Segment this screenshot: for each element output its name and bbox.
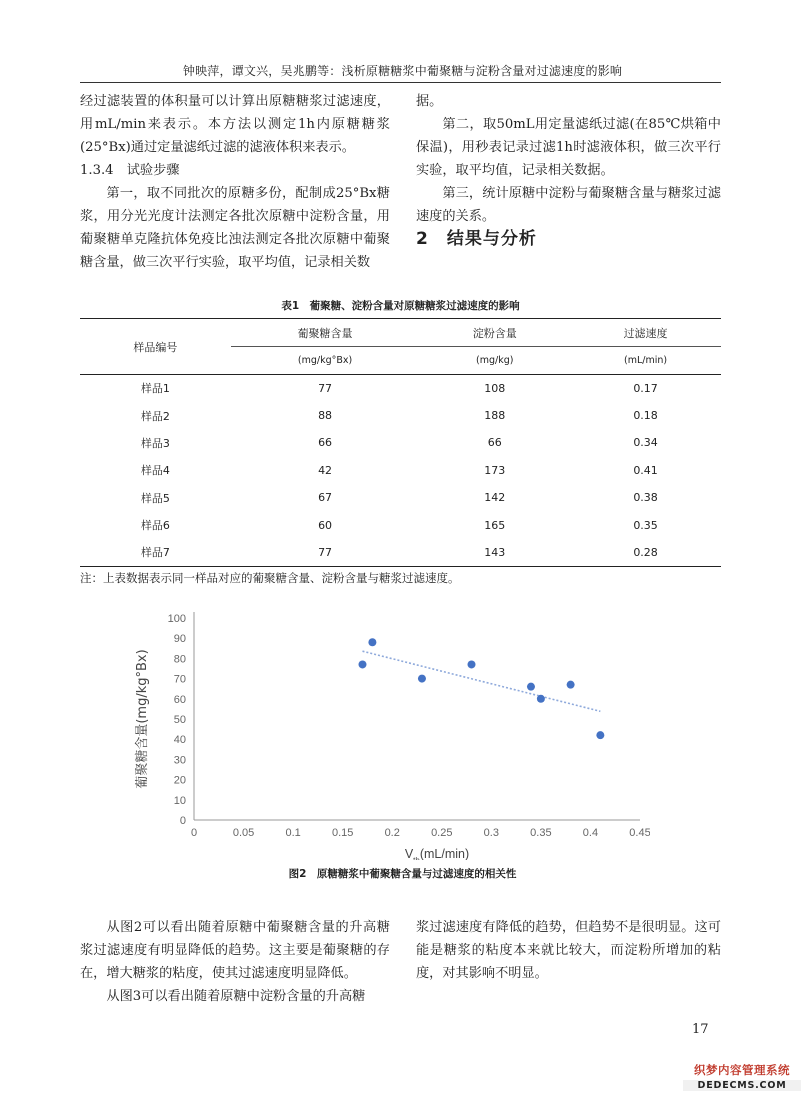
- y-tick-label: 100: [167, 613, 186, 625]
- cell-sample: 样品6: [140, 519, 170, 533]
- data-point: [468, 660, 476, 668]
- figure-caption: 图2 原糖糖浆中葡聚糖含量与过滤速度的相关性: [288, 868, 517, 880]
- cell-speed: 0.28: [570, 539, 721, 566]
- cell-dextran: 77: [231, 539, 420, 566]
- y-tick-label: 20: [173, 774, 186, 787]
- scatter-chart: [120, 592, 650, 860]
- y-tick-label: 70: [173, 673, 186, 686]
- x-tick-label: 0.45: [629, 827, 650, 839]
- data-point: [527, 683, 535, 691]
- scatter-chart-svg: [120, 592, 650, 860]
- y-tick-label: 40: [173, 734, 186, 747]
- cell-dextran: 67: [318, 491, 333, 505]
- data-point: [418, 675, 426, 683]
- cell-sample: 样品5: [140, 491, 170, 505]
- x-tick-label: 0.05: [232, 827, 255, 839]
- trendline: [362, 651, 600, 711]
- x-tick-label: 0: [190, 827, 198, 839]
- x-tick-label: 0.25: [431, 827, 453, 839]
- unit-dextran: (mg/kg°Bx): [231, 347, 420, 375]
- header-speed: 过滤速度: [570, 319, 721, 347]
- y-tick-label: 10: [173, 794, 186, 807]
- cell-dextran: 66: [318, 436, 333, 450]
- y-tick-label: 90: [173, 633, 186, 646]
- unit-speed: (mL/min): [570, 347, 721, 375]
- x-tick-label: 0.1: [285, 827, 301, 839]
- data-table: [80, 318, 721, 567]
- cell-dextran: 77: [318, 381, 333, 395]
- y-tick-label: 60: [173, 693, 186, 706]
- table-row: [80, 484, 721, 511]
- table-row: [80, 511, 721, 538]
- left-column-bottom: [80, 916, 390, 1008]
- x-tick-label: 0.35: [530, 827, 552, 839]
- table-row: [80, 429, 721, 456]
- data-point: [368, 638, 376, 646]
- running-header: 钟映萍，谭文兴，吴兆鹏等：浅析原糖糖浆中葡聚糖与淀粉含量对过滤速度的影响: [182, 64, 623, 78]
- cell-starch: 188: [484, 409, 506, 423]
- x-tick-label: 0.15: [331, 827, 354, 839]
- cell-sample: 样品3: [140, 436, 170, 450]
- y-tick-label: 80: [173, 653, 186, 666]
- table-row: [80, 539, 721, 566]
- data-point: [358, 660, 366, 668]
- cell-starch: 142: [484, 491, 506, 505]
- unit-starch: (mg/kg): [419, 347, 570, 375]
- paragraph: 第一，取不同批次的原糖多份，配制成25°Bx糖浆，用分光光度计法测定各批次原糖中淀粉含量，用葡聚糖单克隆抗体免疫比浊法测定各批次原糖中葡聚糖含量，做三次平行实验，取平均值，记录相关数: [80, 186, 390, 270]
- paragraph: 第三，统计原糖中淀粉与葡聚糖含量与糖浆过滤速度的关系。: [416, 186, 721, 224]
- cell-dextran: 42: [318, 463, 333, 477]
- cell-starch: 66: [487, 436, 502, 450]
- y-tick-label: 30: [173, 754, 186, 767]
- data-point: [537, 695, 545, 703]
- cell-speed: 0.17: [633, 381, 658, 395]
- y-axis-label: 葡聚糖含量(mg/kg°Bx): [135, 649, 150, 789]
- cell-starch: 143: [419, 539, 570, 566]
- paragraph: 据。: [416, 94, 443, 109]
- data-point: [567, 681, 575, 689]
- paragraph: 浆过滤速度有降低的趋势，但趋势不是很明显。这可能是糖浆的粘度本来就比较大，而淀粉所增加的粘度，对其影响不明显。: [416, 920, 721, 981]
- header-rule: [80, 82, 721, 83]
- header-dextran: 葡聚糖含量: [231, 319, 420, 347]
- cell-starch: 108: [484, 381, 506, 395]
- table-note: 注：上表数据表示同一样品对应的葡聚糖含量、淀粉含量与糖浆过滤速度。: [80, 571, 460, 585]
- paragraph: 从图3可以看出随着原糖中淀粉含量的升高糖: [106, 989, 366, 1004]
- cell-sample: 样品1: [140, 382, 170, 396]
- watermark-logo: [683, 1062, 801, 1096]
- cell-starch: 173: [484, 463, 506, 477]
- cell-speed: 0.38: [633, 491, 658, 505]
- y-tick-label: 0: [179, 815, 186, 827]
- right-column-bottom: [416, 916, 721, 985]
- x-tick-label: 0.4: [582, 827, 599, 839]
- cell-speed: 0.35: [633, 518, 658, 532]
- page-number: 17: [692, 1022, 709, 1037]
- cell-starch: 165: [484, 518, 506, 532]
- table-row: [80, 375, 721, 402]
- paragraph: 从图2可以看出随着原糖中葡聚糖含量的升高糖浆过滤速度有明显降低的趋势。这主要是葡聚糖的存在，增大糖浆的粘度，使其过滤速度明显降低。: [80, 920, 390, 981]
- table-row: [80, 402, 721, 429]
- cell-speed: 0.41: [633, 463, 658, 477]
- cell-sample: 样品4: [140, 464, 170, 478]
- cell-speed: 0.34: [633, 436, 658, 450]
- watermark-text: 织梦内容管理系统: [694, 1063, 790, 1077]
- cell-dextran: 88: [318, 409, 333, 423]
- paragraph: 经过滤装置的体积量可以计算出原糖糖浆过滤速度，用mL/min来表示。本方法以测定1h内原糖糖浆(25°Bx)通过定量滤纸过滤的滤液体积来表示。: [80, 94, 390, 155]
- cell-dextran: 60: [318, 518, 333, 532]
- cell-speed: 0.18: [633, 409, 658, 423]
- section-heading: 2 结果与分析: [416, 229, 537, 249]
- y-tick-label: 50: [173, 714, 186, 726]
- paragraph: 第二，取50mL用定量滤纸过滤(在85℃烘箱中保温)，用秒表记录过滤1h时滤液体积，做三次平行实验，取平均值，记录相关数据。: [416, 117, 721, 178]
- right-column-top: [416, 90, 721, 251]
- data-point: [596, 731, 604, 739]
- x-tick-label: 0.3: [483, 827, 499, 839]
- header-sample: 样品编号: [80, 319, 231, 375]
- x-tick-label: 0.2: [384, 827, 400, 839]
- cell-sample: 样品7: [80, 539, 231, 566]
- table-row: [80, 457, 721, 484]
- left-column-top: [80, 90, 390, 274]
- header-starch: 淀粉含量: [419, 319, 570, 347]
- table-title: 表1 葡聚糖、淀粉含量对原糖糖浆过滤速度的影响: [281, 300, 520, 312]
- x-axis-label: $V_{th}(mL/\min)$: [404, 847, 470, 860]
- watermark-domain: DEDECMS.COM: [683, 1080, 801, 1091]
- cell-sample: 样品2: [140, 409, 170, 423]
- subsection-heading: 1.3.4 试验步骤: [80, 163, 180, 178]
